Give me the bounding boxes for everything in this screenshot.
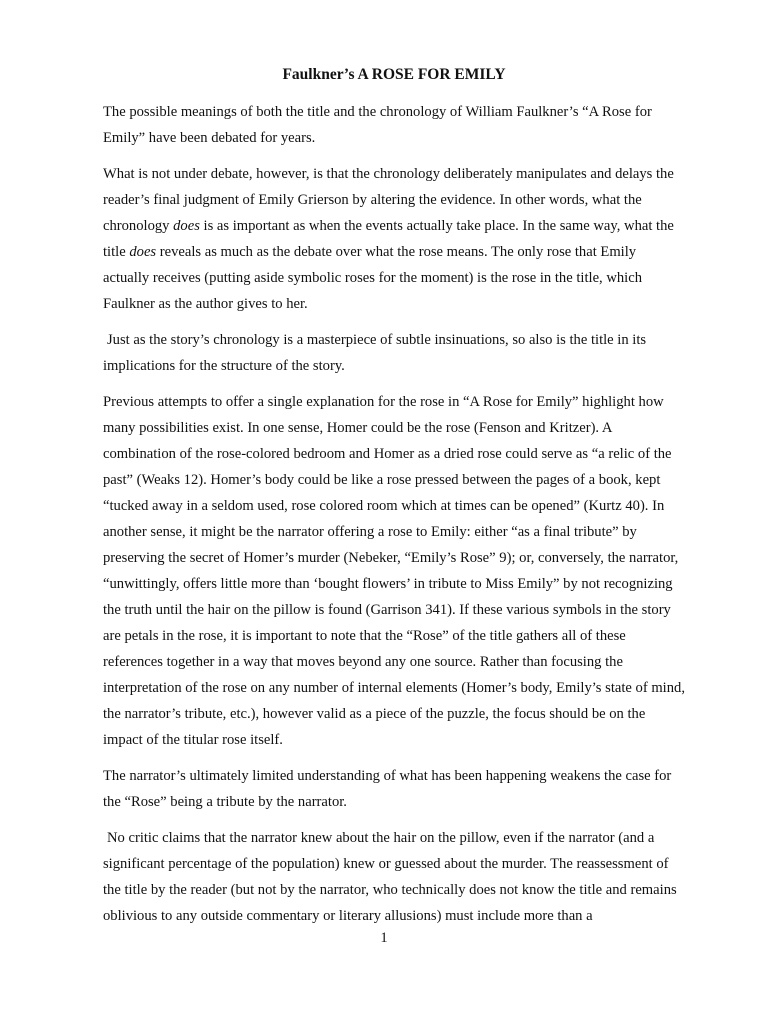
paragraph-6: No critic claims that the narrator knew about the hair on the pillow, even if the narrator (and a significant percentage of the population) knew or guessed about the murder. The reassessment of the title by the reader (but not by the narrator, who technically does not know the title and remains oblivious to any outside commentary or literary allusions) must include more than a	[103, 830, 677, 924]
paragraph-2-text-a: What is not under debate, however, is that the chronology deliberately manipulates and delays the reader’s final judgment of Emily Grierson by altering the evidence. In other words, what the chronology	[103, 166, 674, 234]
paragraph-2-text-b: is as important as when the events actually take place. In the same way, what the title	[103, 218, 674, 260]
page-number: 1	[380, 930, 388, 946]
paragraph-2	[103, 161, 685, 317]
emphasis-does-2: does	[129, 244, 157, 260]
document-title: Faulkner’s A ROSE FOR EMILY	[282, 66, 506, 83]
paragraph-1: The possible meanings of both the title and the chronology of William Faulkner’s “A Rose for Emily” have been debated for years.	[103, 104, 652, 146]
paragraph-4: Previous attempts to offer a single explanation for the rose in “A Rose for Emily” highlight how many possibilities exist. In one sense, Homer could be the rose (Fenson and Kritzer). A combination of the rose-colored bedroom and Homer as a dried rose could serve as “a relic of the past” (Weaks 12). Homer’s body could be like a rose pressed between the pages of a book, kept “tucked away in a seldom used, rose colored room which at times can be opened” (Kurtz 40). In another sense, it might be the narrator offering a rose to Emily: either “as a final tribute” by preserving the secret of Homer’s murder (Nebeker, “Emily’s Rose” 9); or, conversely, the narrator, “unwittingly, offers little more than ‘bought flowers’ in tribute to Miss Emily” by not recognizing the truth until the hair on the pillow is found (Garrison 341). If these various symbols in the story are petals in the rose, it is important to note that the “Rose” of the title gathers all of these references together in a way that moves beyond any one source. Rather than focusing the interpretation of the rose on any number of internal elements (Homer’s body, Emily’s state of mind, the narrator’s tribute, etc.), however valid as a piece of the puzzle, the focus should be on the impact of the titular rose itself.	[103, 394, 685, 748]
paragraph-3: Just as the story’s chronology is a masterpiece of subtle insinuations, so also is the title in its implications for the structure of the story.	[103, 332, 647, 374]
emphasis-does-1: does	[173, 218, 200, 234]
paragraph-5: The narrator’s ultimately limited understanding of what has been happening weakens the case for the “Rose” being a tribute by the narrator.	[103, 768, 672, 810]
paragraph-2-text-c: reveals as much as the debate over what the rose means. The only rose that Emily actually receives (putting aside symbolic roses for the moment) is the rose in the title, which Faulkner as the author gives to her.	[103, 244, 643, 312]
document-page	[103, 62, 685, 939]
